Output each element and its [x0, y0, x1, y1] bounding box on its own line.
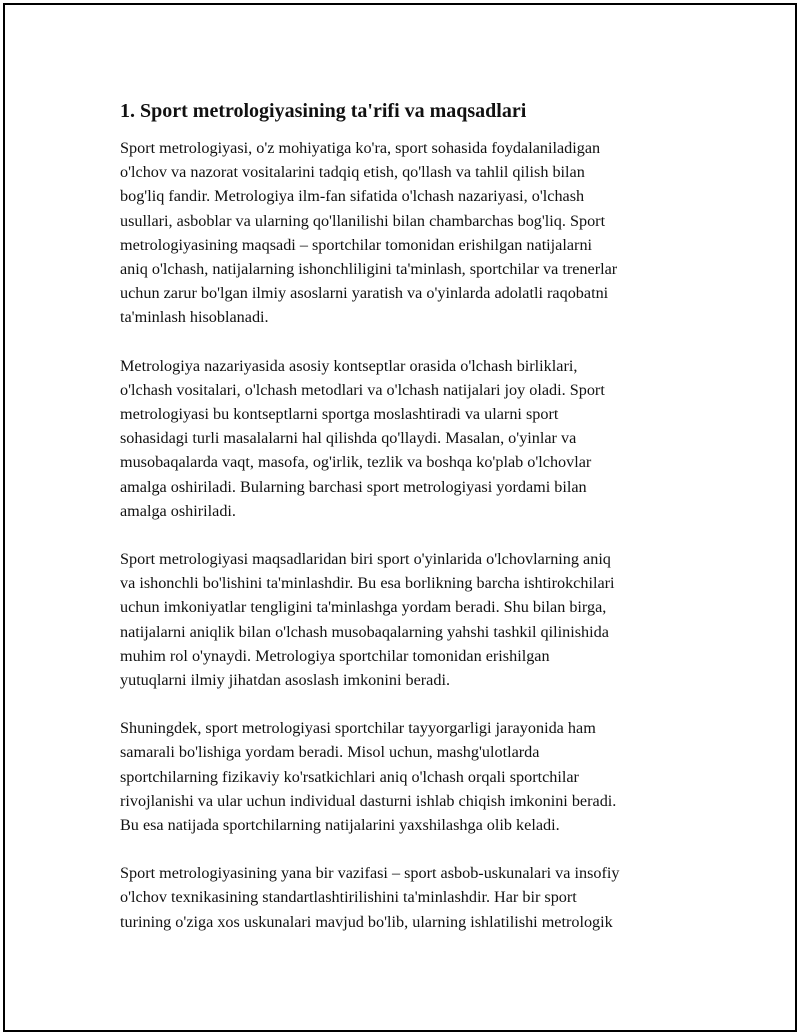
- text-line: amalga oshiriladi. Bularning barchasi sport metrologiyasi yordami bilan: [120, 477, 587, 496]
- text-line: Sport metrologiyasining yana bir vazifasi – sport asbob-uskunalari va insofiy: [120, 864, 620, 883]
- text-line: aniq o'lchash, natijalarning ishonchliligini ta'minlash, sportchilar va trenerlar: [120, 260, 618, 279]
- text-line: uchun imkoniyatlar tengligini ta'minlashga yordam beradi. Shu bilan birga,: [120, 598, 607, 617]
- text-line: turining o'ziga xos uskunalari mavjud bo'lib, ularning ishlatilishi metrologik: [120, 912, 613, 931]
- text-line: ta'minlash hisoblanadi.: [120, 308, 269, 327]
- text-line: sportchilarning fizikaviy ko'rsatkichlari aniq o'lchash orqali sportchilar: [120, 767, 579, 786]
- text-line: Sport metrologiyasi maqsadlaridan biri sport o'yinlarida o'lchovlarning aniq: [120, 550, 611, 569]
- paragraph-3: [120, 547, 695, 692]
- section-heading: 1. Sport metrologiyasining ta'rifi va maqsadlari: [120, 100, 527, 122]
- text-line: samarali bo'lishiga yordam beradi. Misol uchun, mashg'ulotlarda: [120, 743, 540, 762]
- document-body: [120, 97, 695, 958]
- text-line: metrologiyasi bu kontseptlarni sportga moslashtiradi va ularni sport: [120, 405, 559, 424]
- text-line: amalga oshiriladi.: [120, 501, 236, 520]
- paragraph-4: [120, 716, 695, 837]
- paragraph-5: [120, 861, 695, 934]
- text-line: Sport metrologiyasi, o'z mohiyatiga ko'ra, sport sohasida foydalaniladigan: [120, 139, 601, 157]
- paragraph-1: [120, 136, 695, 330]
- page: [3, 3, 797, 1032]
- text-line: muhim rol o'ynaydi. Metrologiya sportchilar tomonidan erishilgan: [120, 646, 550, 665]
- text-line: usullari, asboblar va ularning qo'llanilishi bilan chambarchas bog'liq. Sport: [120, 211, 606, 230]
- text-line: natijalarni aniqlik bilan o'lchash musobaqalarning yahshi tashkil qilinishida: [120, 622, 609, 641]
- text-line: rivojlanishi va ular uchun individual dasturni ishlab chiqish imkonini beradi.: [120, 791, 617, 810]
- text-line: Metrologiya nazariyasida asosiy kontseptlar orasida o'lchash birliklari,: [120, 356, 578, 375]
- text-line: o'lchov texnikasining standartlashtirilishini ta'minlashdir. Har bir sport: [120, 888, 577, 907]
- paragraph-2: [120, 354, 695, 523]
- text-line: yutuqlarni ilmiy jihatdan asoslash imkonini beradi.: [120, 671, 450, 690]
- text-line: bog'liq fandir. Metrologiya ilm-fan sifatida o'lchash nazariyasi, o'lchash: [120, 187, 585, 206]
- text-line: Shuningdek, sport metrologiyasi sportchilar tayyorgarligi jarayonida ham: [120, 719, 596, 738]
- text-line: uchun zarur bo'lgan ilmiy asoslarni yaratish va o'yinlarda adolatli raqobatni: [120, 284, 609, 303]
- text-line: Bu esa natijada sportchilarning natijalarini yaxshilashga olib keladi.: [120, 816, 560, 835]
- text-line: musobaqalarda vaqt, masofa, og'irlik, tezlik va boshqa ko'plab o'lchovlar: [120, 453, 592, 472]
- text-line: va ishonchli bo'lishini ta'minlashdir. Bu esa borlikning barcha ishtirokchilari: [120, 574, 615, 593]
- text-line: o'lchash vositalari, o'lchash metodlari va o'lchash natijalari joy oladi. Sport: [120, 380, 605, 399]
- text-line: sohasidagi turli masalalarni hal qilishda qo'llaydi. Masalan, o'yinlar va: [120, 429, 577, 448]
- text-line: metrologiyasining maqsadi – sportchilar tomonidan erishilgan natijalarni: [120, 235, 593, 254]
- text-line: o'lchov va nazorat vositalarini tadqiq etish, qo'llash va tahlil qilish bilan: [120, 163, 585, 182]
